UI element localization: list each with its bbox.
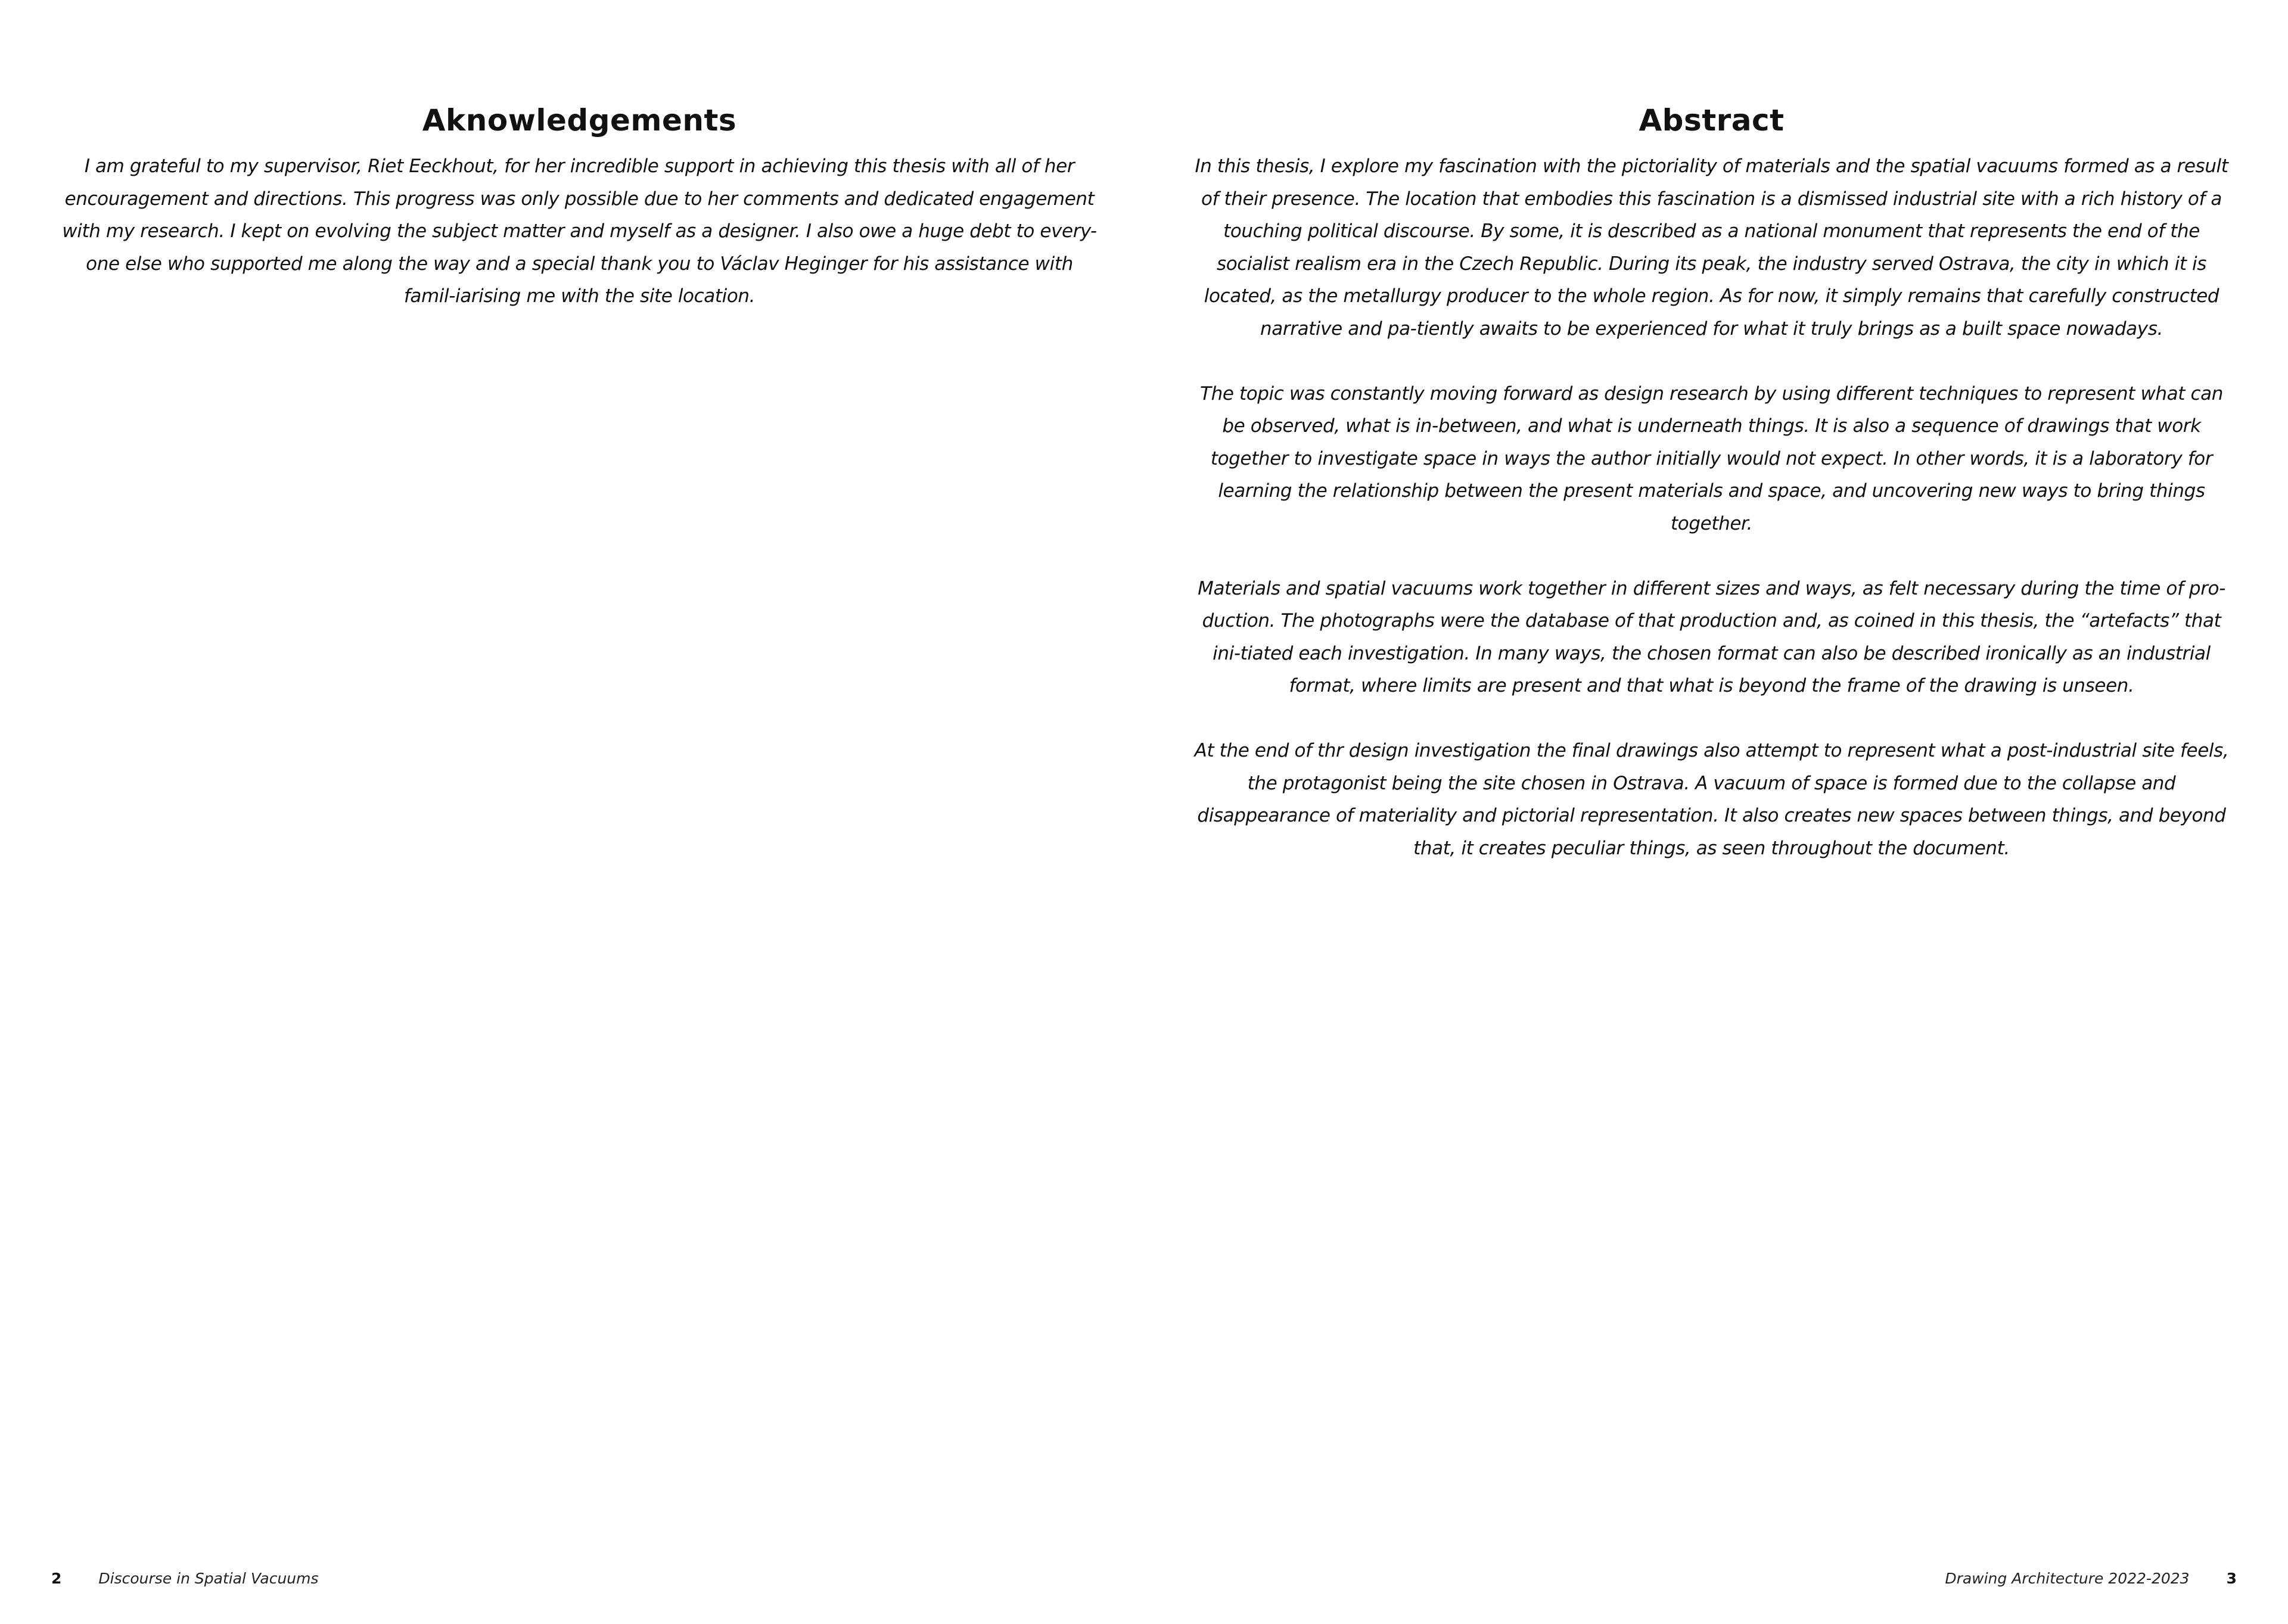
acknowledgements-section bbox=[60, 99, 1099, 313]
abstract-paragraph-3: Materials and spatial vacuums work together in different sizes and ways, as felt necessary during the time of pro-duction. The photographs were the database of that production and, as coined in this thesis, the “artefacts” that ini-tiated each investigation. In many ways, the chosen format can also be described ironically as an industrial format, where limits are present and that what is beyond the frame of the drawing is unseen. bbox=[1198, 577, 2225, 696]
right-footer bbox=[1945, 1568, 2237, 1589]
abstract-paragraph-4: At the end of thr design investigation the final drawings also attempt to represent what a post-industrial site feels, the protagonist being the site chosen in Ostrava. A vacuum of space is formed due to the collapse and disappearance of materiality and pictorial representation. It also creates new spaces between things, and beyond that, it creates peculiar things, as seen throughout the document. bbox=[1194, 740, 2229, 859]
abstract-paragraph-2: The topic was constantly moving forward as design research by using different techniques to represent what can be observed, what is in-between, and what is underneath things. It is also a sequence of drawings that work together to investigate space in ways the author initially would not expect. In other words, it is a laboratory for learning the relationship between the present materials and space, and uncovering new ways to bring things together. bbox=[1200, 382, 2223, 534]
footer-title-left: Discourse in Spatial Vacuums bbox=[98, 1570, 319, 1587]
abstract-section bbox=[1192, 99, 2231, 864]
abstract-title: Abstract bbox=[1639, 103, 1785, 138]
acknowledgements-title: Aknowledgements bbox=[422, 103, 737, 138]
footer-title-right: Drawing Architecture 2022-2023 bbox=[1945, 1570, 2190, 1587]
abstract-paragraph-1: In this thesis, I explore my fascination with the pictoriality of materials and the spatial vacuums formed as a result of their presence. The location that embodies this fascination is a dismissed industrial site with a rich history of a touching political discourse. By some, it is described as a national monument that represents the end of the socialist realism era in the Czech Republic. During its peak, the industry served Ostrava, the city in which it is located, as the metallurgy producer to the whole region. As for now, it simply remains that carefully constructed narrative and pa-tiently awaits to be experienced for what it truly brings as a built space nowadays. bbox=[1195, 155, 2228, 340]
page-number-right: 3 bbox=[2226, 1570, 2237, 1587]
acknowledgements-paragraph: I am grateful to my supervisor, Riet Eeckhout, for her incredible support in achieving this thesis with all of her encouragement and directions. This progress was only possible due to her comments and dedicated engagement with my research. I kept on evolving the subject matter and myself as a designer. I also owe a huge debt to every-one else who supported me along the way and a special thank you to Václav Heginger for his assistance with famil-iarising me with the site location. bbox=[62, 155, 1097, 307]
page-number-left: 2 bbox=[51, 1570, 62, 1587]
left-footer bbox=[51, 1568, 319, 1589]
